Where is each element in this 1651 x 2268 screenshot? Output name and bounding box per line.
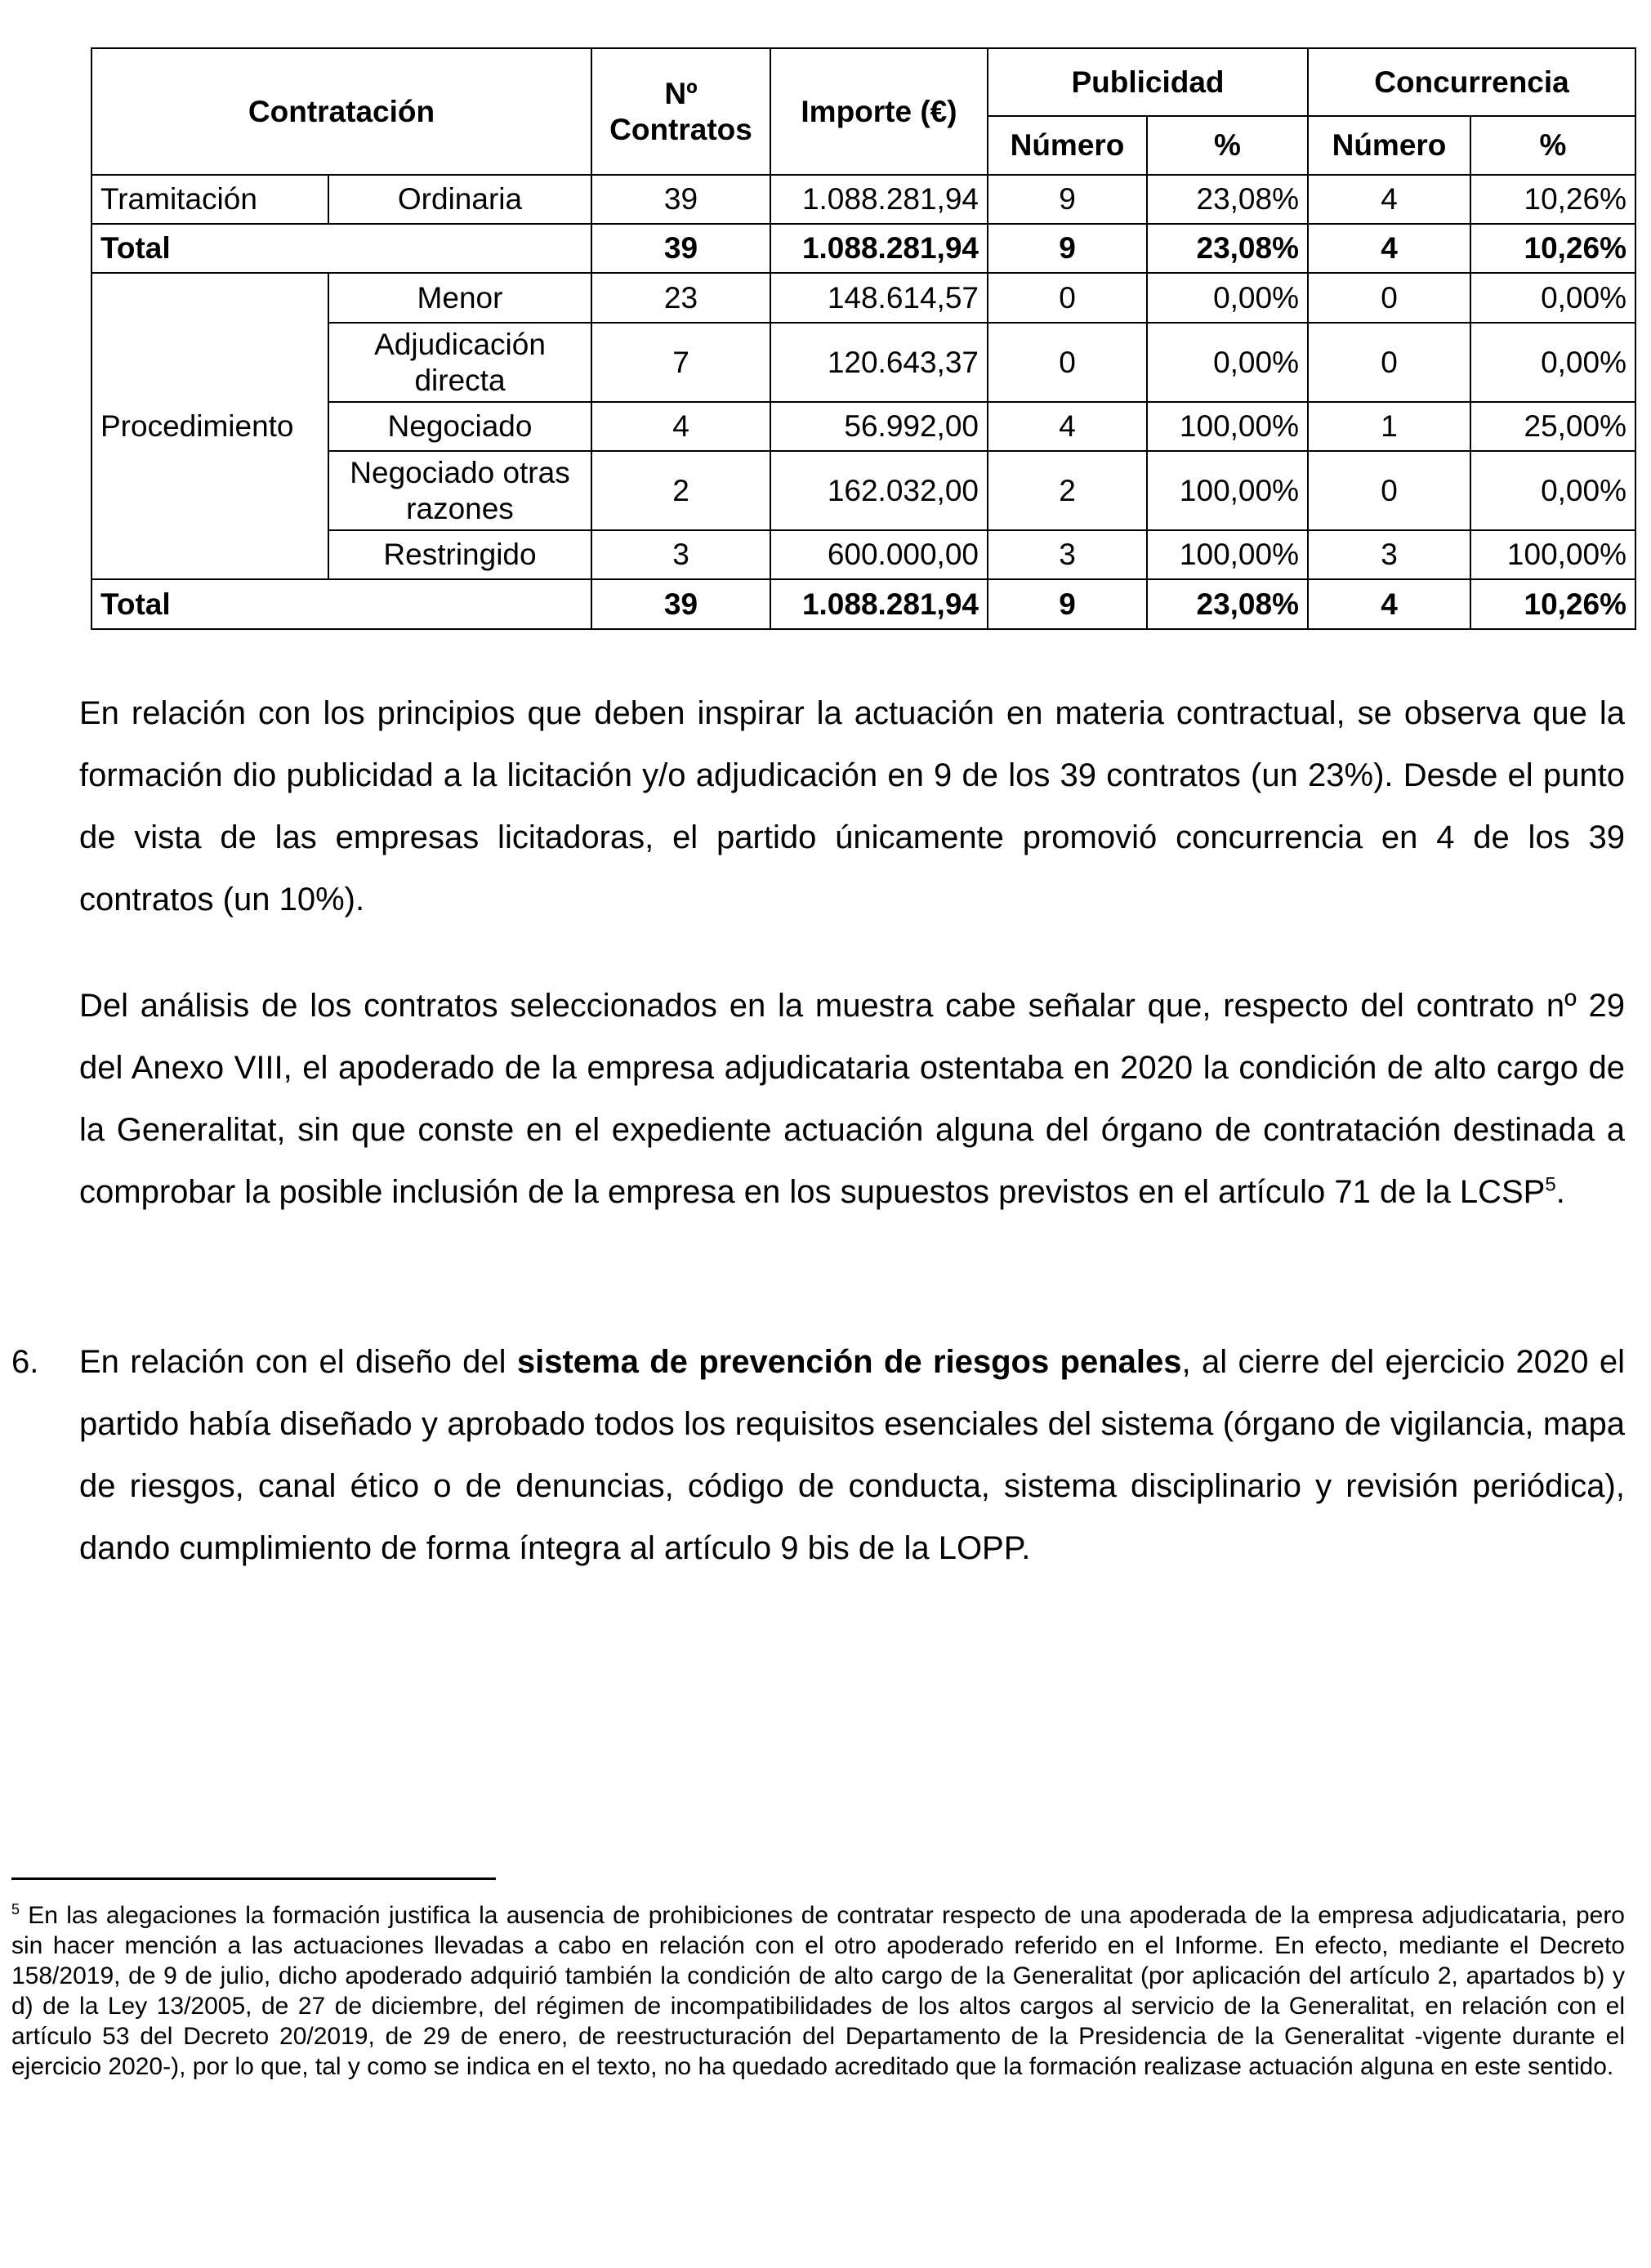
row-label: Negociado xyxy=(328,402,591,451)
header-con-numero: Número xyxy=(1308,116,1470,175)
cell-importe: 56.992,00 xyxy=(770,402,988,451)
paragraph-contract-29 xyxy=(79,975,1625,1223)
cell-con-pct: 10,26% xyxy=(1470,224,1635,273)
cell-pub-pct: 0,00% xyxy=(1147,273,1308,323)
paragraph-item-6 xyxy=(79,1331,1625,1579)
cell-pub-pct: 23,08% xyxy=(1147,175,1308,224)
cell-con-pct: 0,00% xyxy=(1470,273,1635,323)
contracts-table xyxy=(91,47,1636,630)
cell-importe: 162.032,00 xyxy=(770,451,988,530)
cell-pub-n: 9 xyxy=(988,224,1147,273)
cell-importe: 1.088.281,94 xyxy=(770,579,988,629)
cell-n: 23 xyxy=(591,273,770,323)
cell-con-pct: 100,00% xyxy=(1470,530,1635,579)
footnote-mark: 5 xyxy=(11,1901,20,1918)
cell-n: 39 xyxy=(591,175,770,224)
row-group: Tramitación xyxy=(91,175,328,224)
cell-con-n: 4 xyxy=(1308,175,1470,224)
cell-con-n: 0 xyxy=(1308,273,1470,323)
paragraph-end: . xyxy=(1555,1174,1565,1210)
cell-pub-pct: 23,08% xyxy=(1147,579,1308,629)
item-text-pre: En relación con el diseño del xyxy=(79,1344,517,1380)
cell-n: 2 xyxy=(591,451,770,530)
cell-con-pct: 10,26% xyxy=(1470,175,1635,224)
cell-con-n: 4 xyxy=(1308,579,1470,629)
cell-con-pct: 0,00% xyxy=(1470,323,1635,402)
header-contratacion: Contratación xyxy=(91,48,591,175)
footnote-text: En las alegaciones la formación justifica la ausencia de prohibiciones de contratar respecto de una apoderada de la empresa adjudicataria, pero sin hacer mención a las actuaciones llevadas a cabo en relación con el otro apoderado referido en el Informe. En efecto, mediante el Decreto 158/2019, de 9 de julio, dicho apoderado adquirió también la condición de alto cargo de la Generalitat (por aplicación del artículo 2, apartados b) y d) de la Ley 13/2005, de 27 de diciembre, del régimen de incompatibilidades de los altos cargos al servicio de la Generalitat, en relación con el artículo 53 del Decreto 20/2019, de 29 de enero, de reestructuración del Departamento de la Presidencia de la Generalitat -vigente durante el ejercicio 2020-), por lo que, tal y como se indica en el texto, no ha quedado acreditado que la formación realizase actuación alguna en este sentido. xyxy=(11,1902,1625,2080)
cell-pub-pct: 100,00% xyxy=(1147,451,1308,530)
cell-pub-pct: 100,00% xyxy=(1147,402,1308,451)
cell-con-n: 0 xyxy=(1308,323,1470,402)
cell-pub-pct: 0,00% xyxy=(1147,323,1308,402)
cell-pub-n: 3 xyxy=(988,530,1147,579)
item-number: 6. xyxy=(11,1344,39,1380)
footnote-ref[interactable]: 5 xyxy=(1545,1173,1556,1196)
footnote-divider xyxy=(11,1877,496,1880)
header-publicidad: Publicidad xyxy=(988,48,1308,116)
header-n-contratos: Nº Contratos xyxy=(591,48,770,175)
cell-pub-n: 0 xyxy=(988,323,1147,402)
cell-con-n: 4 xyxy=(1308,224,1470,273)
header-con-pct: % xyxy=(1470,116,1635,175)
cell-importe: 1.088.281,94 xyxy=(770,175,988,224)
cell-pub-pct: 100,00% xyxy=(1147,530,1308,579)
row-group: Procedimiento xyxy=(91,273,328,579)
row-label: Menor xyxy=(328,273,591,323)
cell-pub-n: 9 xyxy=(988,579,1147,629)
row-label: Ordinaria xyxy=(328,175,591,224)
cell-n: 39 xyxy=(591,224,770,273)
item-text-post: , al cierre del ejercicio 2020 el partido había diseñado y aprobado todos los requisitos esenciales del sistema (órgano de vigilancia, mapa de riesgos, canal ético o de denuncias, código de conducta, sistema disciplinario y revisión periódica), dando cumplimiento de forma íntegra al artículo 9 bis de la LOPP. xyxy=(79,1344,1625,1566)
cell-con-n: 1 xyxy=(1308,402,1470,451)
cell-n: 7 xyxy=(591,323,770,402)
footnote xyxy=(11,1900,1625,2082)
cell-importe: 120.643,37 xyxy=(770,323,988,402)
cell-con-pct: 10,26% xyxy=(1470,579,1635,629)
paragraph-principles: En relación con los principios que deben inspirar la actuación en materia contractual, se observa que la formación dio publicidad a la licitación y/o adjudicación en 9 de los 39 contratos (un 23%). Desde el punto de vista de las empresas licitadoras, el partido únicamente promovió concurrencia en 4 de los 39 contratos (un 10%). xyxy=(79,695,1625,917)
cell-pub-n: 4 xyxy=(988,402,1147,451)
table-row xyxy=(91,175,1635,224)
header-row xyxy=(91,48,1635,116)
header-pub-numero: Número xyxy=(988,116,1147,175)
cell-pub-n: 0 xyxy=(988,273,1147,323)
cell-importe: 1.088.281,94 xyxy=(770,224,988,273)
header-concurrencia: Concurrencia xyxy=(1308,48,1635,116)
cell-importe: 600.000,00 xyxy=(770,530,988,579)
cell-n: 4 xyxy=(591,402,770,451)
cell-pub-n: 2 xyxy=(988,451,1147,530)
paragraph-text: Del análisis de los contratos seleccionados en la muestra cabe señalar que, respecto del contrato nº 29 del Anexo VIII, el apoderado de la empresa adjudicataria ostentaba en 2020 la condición de alto cargo de la Generalitat, sin que conste en el expediente actuación alguna del órgano de contratación destinada a comprobar la posible inclusión de la empresa en los supuestos previstos en el artículo 71 de la LCSP xyxy=(79,988,1625,1210)
cell-importe: 148.614,57 xyxy=(770,273,988,323)
row-label: Adjudicación directa xyxy=(328,323,591,402)
row-label: Restringido xyxy=(328,530,591,579)
row-label: Total xyxy=(91,579,591,629)
header-pub-pct: % xyxy=(1147,116,1308,175)
header-importe: Importe (€) xyxy=(770,48,988,175)
cell-n: 39 xyxy=(591,579,770,629)
row-label: Total xyxy=(91,224,591,273)
cell-con-n: 3 xyxy=(1308,530,1470,579)
cell-n: 3 xyxy=(591,530,770,579)
cell-con-n: 0 xyxy=(1308,451,1470,530)
total-row xyxy=(91,579,1635,629)
table-row xyxy=(91,273,1635,323)
cell-pub-pct: 23,08% xyxy=(1147,224,1308,273)
cell-con-pct: 25,00% xyxy=(1470,402,1635,451)
cell-pub-n: 9 xyxy=(988,175,1147,224)
total-row xyxy=(91,224,1635,273)
cell-con-pct: 0,00% xyxy=(1470,451,1635,530)
item-text-bold: sistema de prevención de riesgos penales xyxy=(516,1344,1182,1380)
row-label: Negociado otras razones xyxy=(328,451,591,530)
